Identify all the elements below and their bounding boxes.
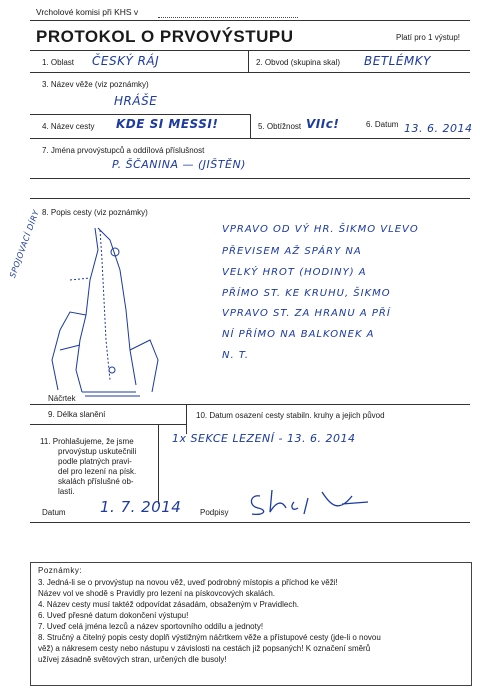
- nacrtek-label: Náčrtek: [48, 394, 76, 403]
- oblast-label: 1. Oblast: [42, 58, 75, 67]
- row9-rule: [30, 424, 186, 425]
- row7-rule-b: [30, 198, 470, 199]
- valid-note: Platí pro 1 výstup!: [396, 33, 461, 42]
- obtiznost-label: 5. Obtížnost: [258, 122, 302, 131]
- obtiznost-value: VIIc!: [306, 117, 340, 131]
- form-title: PROTOKOL O PRVOVÝSTUPU: [36, 27, 294, 46]
- row7-rule-a: [30, 178, 470, 179]
- sketch-note: SPOJOVACÍ DÍRY: [8, 208, 41, 280]
- notes-item-3: 4. Název cesty musí taktéž odpovídat zásadám, obsaženým v Pravidlech.: [38, 600, 300, 609]
- notes-item-2: Název vol ve shodě s Pravidly pro lezení na pískovcových skalách.: [38, 589, 276, 598]
- description-line-2: PŘEVISEM AŽ SPÁRY NA: [222, 246, 362, 257]
- title-rule: [30, 50, 470, 51]
- description-line-3: VELKÝ HROT (HODINY) A: [222, 267, 367, 278]
- jmena-label: 7. Jména prvovýstupců a oddílová příslušnost: [42, 146, 205, 155]
- description-line-5: VPRAVO ST. ZA HRANU A PŘÍ: [222, 308, 391, 319]
- prohlaseni-line-6: lasti.: [58, 487, 75, 496]
- osazeni-label: 10. Datum osazení cesty stabiln. kruhy a jejich původ: [196, 411, 385, 420]
- description-line-7: N. T.: [222, 350, 249, 361]
- row4-divider-a: [250, 114, 251, 138]
- datum-label: 6. Datum: [366, 120, 399, 129]
- description-line-6: NÍ PŘÍMO NA BALKONEK A: [222, 329, 375, 340]
- datum2-label: Datum: [42, 508, 66, 517]
- vez-value: HRÁŠE: [114, 94, 158, 108]
- row11-divider: [158, 424, 159, 504]
- row9-divider: [186, 404, 187, 434]
- cesta-label: 4. Název cesty: [42, 122, 95, 131]
- jmena-value: P. ŠČANINA — (JIŠTĚN): [112, 158, 246, 171]
- top-rule: [30, 20, 470, 21]
- row3-rule: [30, 114, 250, 115]
- prohlaseni-line-5: skalách příslušné ob-: [58, 477, 134, 486]
- notes-item-1: 3. Jedná-li se o prvovýstup na novou věž, uveď podrobný místopis a příchod ke věži!: [38, 578, 338, 587]
- prohlaseni-line-2: prvovýstup uskutečnili: [58, 447, 137, 456]
- prohlaseni-line-4: del pro lezení na písk.: [58, 467, 137, 476]
- notes-item-4: 6. Uveď přesné datum dokončení výstupu!: [38, 611, 189, 620]
- notes-item-8: užívej zásadně světových stran, určených dle busoly!: [38, 655, 227, 664]
- cesta-value: KDE SI MESSI!: [116, 117, 219, 131]
- prohlaseni-line-1: 11. Prohlašujeme, že jsme: [40, 437, 134, 446]
- popis-label: 8. Popis cesty (viz poznámky): [42, 208, 148, 217]
- row1-rule: [30, 72, 470, 73]
- datum-value: 13. 6. 2014: [404, 122, 473, 135]
- obvod-value: BETLÉMKY: [364, 54, 431, 68]
- signature-image: [242, 484, 382, 520]
- oblast-value: ČESKÝ RÁJ: [92, 54, 160, 68]
- committee-label: Vrcholové komisi při KHS v: [36, 7, 139, 17]
- committee-dotted-line: [158, 17, 298, 18]
- vez-label: 3. Název věže (viz poznámky): [42, 80, 149, 89]
- obvod-label: 2. Obvod (skupina skal): [256, 58, 341, 67]
- delka-label: 9. Délka slanění: [48, 410, 106, 419]
- notes-item-5: 7. Uveď celá jména lezců a název sportovního oddílu a jednoty!: [38, 622, 264, 631]
- notes-title: Poznámky:: [38, 566, 83, 575]
- row4-rule: [30, 138, 470, 139]
- row8-rule: [30, 404, 470, 405]
- route-sketch: [40, 220, 190, 405]
- prohlaseni-line-3: podle platných pravi-: [58, 457, 132, 466]
- row1-divider: [248, 50, 249, 72]
- signature-rule: [30, 522, 470, 523]
- description-line-1: VPRAVO OD VÝ HR. ŠIKMO VLEVO: [222, 224, 419, 235]
- podpisy-label: Podpisy: [200, 508, 229, 517]
- notes-item-7: věž) a nákresem cesty nebo nástupu v závislosti na cestách již popsaných! K označení směrů: [38, 644, 371, 653]
- description-line-4: PŘÍMO ST. KE KRUHU, ŠIKMO: [222, 288, 391, 299]
- osazeni-value: 1x SEKCE LEZENÍ - 13. 6. 2014: [172, 432, 356, 445]
- datum2-value: 1. 7. 2014: [100, 498, 182, 516]
- notes-item-6: 8. Stručný a čitelný popis cesty doplň výstižným náčrtkem věže a přístupové cesty (jde-li o novou: [38, 633, 381, 642]
